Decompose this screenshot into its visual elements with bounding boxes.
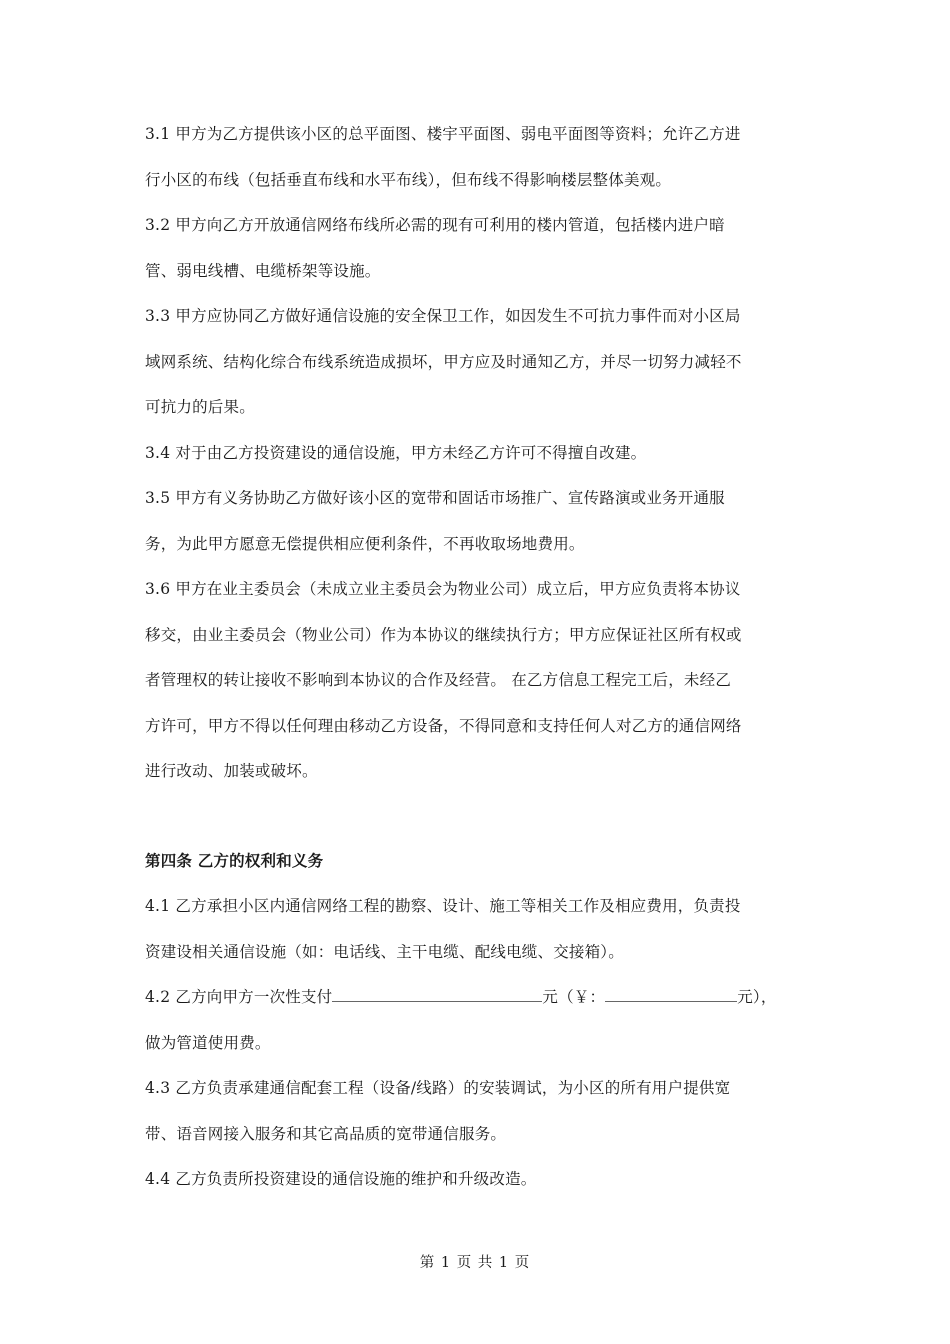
paragraph-3-5-line-2: 务，为此甲方愿意无偿提供相应便利条件，不再收取场地费用。	[145, 534, 585, 553]
paragraph-3-5-line-1: 3.5 甲方有义务协助乙方做好该小区的宽带和固话市场推广、宣传路演或业务开通服	[145, 489, 725, 507]
paragraph-3-3-line-2: 域网系统、结构化综合布线系统造成损坏，甲方应及时通知乙方，并尽一切努力减轻不	[145, 352, 742, 371]
section-4-heading: 第四条 乙方的权利和义务	[145, 851, 324, 870]
paragraph-3-1-line-1: 3.1 甲方为乙方提供该小区的总平面图、楼宇平面图、弱电平面图等资料；允许乙方进	[145, 125, 741, 143]
paragraph-4-1-line-1: 4.1 乙方承担小区内通信网络工程的勘察、设计、施工等相关工作及相应费用，负责投	[145, 897, 741, 915]
paragraph-3-6-line-5: 进行改动、加装或破坏。	[145, 762, 318, 780]
paragraph-3-3-line-1: 3.3 甲方应协同乙方做好通信设施的安全保卫工作，如因发生不可抗力事件而对小区局	[145, 307, 741, 325]
page-footer: 第 1 页 共 1 页	[419, 1255, 531, 1271]
payment-text-suffix: 元），	[737, 988, 777, 1006]
paragraph-3-3-line-3: 可抗力的后果。	[145, 398, 255, 416]
paragraph-3-2-line-2: 管、弱电线槽、电缆桥架等设施。	[145, 261, 381, 280]
payment-number-blank	[605, 983, 737, 1002]
paragraph-4-3-line-2: 带、语音网接入服务和其它高品质的宽带通信服务。	[145, 1124, 507, 1143]
payment-text-prefix: 4.2 乙方向甲方一次性支付	[145, 988, 333, 1006]
payment-text-middle: 元（￥：	[542, 988, 606, 1006]
paragraph-3-6-line-4: 方许可，甲方不得以任何理由移动乙方设备，不得同意和支持任何人对乙方的通信网络	[145, 716, 742, 735]
paragraph-3-2-line-1: 3.2 甲方向乙方开放通信网络布线所必需的现有可利用的楼内管道，包括楼内进户暗	[145, 216, 725, 234]
paragraph-4-2-line-1	[145, 975, 810, 1021]
paragraph-3-6-line-2: 移交，由业主委员会（物业公司）作为本协议的继续执行方；甲方应保证社区所有权或	[145, 625, 742, 644]
paragraph-3-6-line-3: 者管理权的转让接收不影响到本协议的合作及经营。 在乙方信息工程完工后，未经乙	[145, 671, 732, 689]
paragraph-3-4: 3.4 对于由乙方投资建设的通信设施，甲方未经乙方许可不得擅自改建。	[145, 443, 647, 462]
paragraph-3-6-line-1: 3.6 甲方在业主委员会（未成立业主委员会为物业公司）成立后，甲方应负责将本协议	[145, 580, 741, 598]
paragraph-3-1-line-2: 行小区的布线（包括垂直布线和水平布线），但布线不得影响楼层整体美观。	[145, 170, 672, 189]
paragraph-4-4: 4.4 乙方负责所投资建设的通信设施的维护和升级改造。	[145, 1170, 537, 1188]
document-body	[145, 112, 810, 1203]
paragraph-4-3-line-1: 4.3 乙方负责承建通信配套工程（设备/线路）的安装调试，为小区的所有用户提供宽	[145, 1079, 731, 1097]
paragraph-4-2-line-2: 做为管道使用费。	[145, 1033, 271, 1052]
paragraph-4-1-line-2: 资建设相关通信设施（如：电话线、主干电缆、配线电缆、交接箱）。	[145, 942, 624, 961]
section-gap	[145, 795, 810, 839]
payment-amount-blank	[332, 983, 542, 1002]
